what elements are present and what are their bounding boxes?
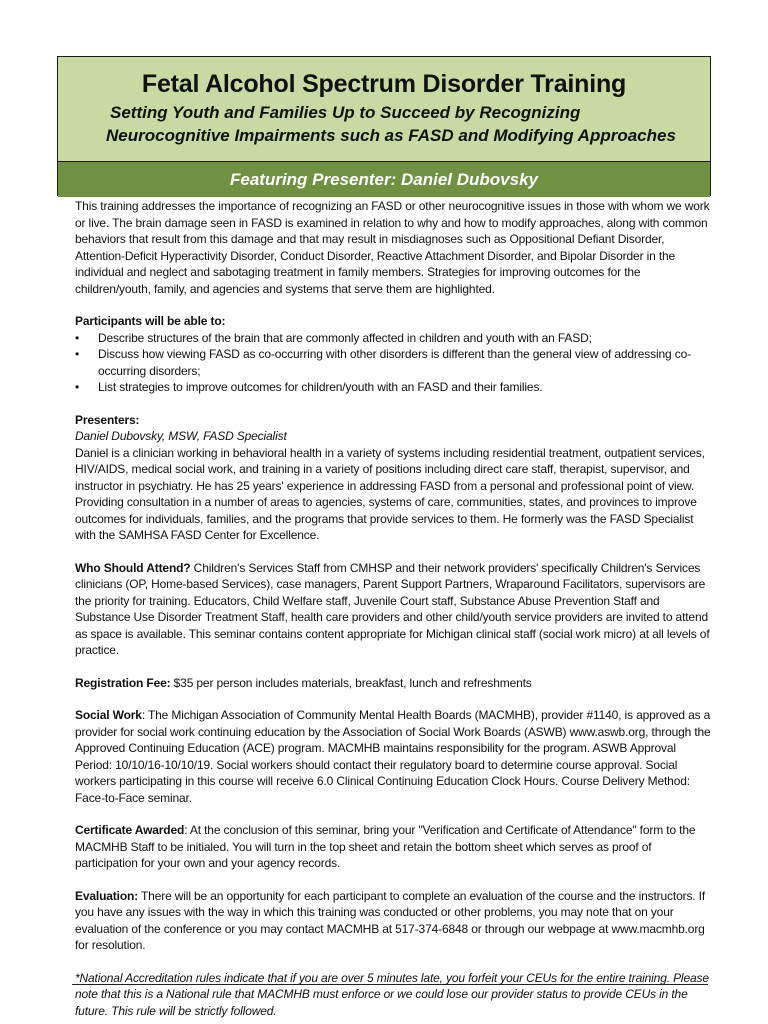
social-work-section	[75, 707, 715, 806]
evaluation-label: Evaluation:	[75, 888, 139, 903]
document-body	[75, 198, 715, 1019]
evaluation-text: There will be an opportunity for each participant to complete an evaluation of the course and the instructors. If you have any issues with the way in which this training was conducted or other problems, you may note that on your evaluation of the conference or you may contact MACMHB at 517-374-6848 or through our webpage at www.macmhb.org for resolution.	[75, 888, 706, 952]
registration-section	[75, 675, 715, 692]
presenter-name: Daniel Dubovsky, MSW, FASD Specialist	[75, 429, 287, 443]
certificate-section	[75, 822, 715, 872]
evaluation-section	[75, 888, 715, 954]
bullet-icon: •	[75, 330, 80, 345]
certificate-label: Certificate Awarded	[75, 823, 185, 837]
presenters-heading: Presenters:	[75, 412, 140, 427]
bullet-icon: •	[75, 347, 80, 361]
accreditation-note: *National Accreditation rules indicate that if you are over 5 minutes late, you forfeit your CEUs for the entire training. Please note that this is a National rule that MACMHB must enforce or we could lose our provider status to provide CEUs in the future. This rule will be strictly followed.	[75, 970, 709, 1018]
objectives-list	[75, 330, 715, 396]
bullet-icon: •	[75, 380, 80, 394]
who-should-attend-section	[75, 560, 715, 659]
list-item: • List strategies to improve outcomes for children/youth with an FASD and their families.	[75, 380, 543, 394]
certificate-text: : At the conclusion of this seminar, bring your "Verification and Certificate of Attendance" form to the MACMHB Staff to be initialed. You will turn in the top sheet and retain the bottom sheet which serves as proof of participation for your own and your agency records.	[75, 823, 696, 870]
objectives-heading: Participants will be able to:	[75, 314, 226, 328]
registration-text: $35 per person includes materials, breakfast, lunch and refreshments	[170, 675, 532, 690]
presenter-banner: Featuring Presenter: Daniel Dubovsky	[58, 161, 710, 197]
social-work-text: : The Michigan Association of Community Mental Health Boards (MACMHB), provider #1140, is approved as a provider for social work continuing education by the Association of Social Work Boards (ASWB) www.aswb.org, through the Approved Continuing Education (ACE) program. MACMHB maintains responsibility for the program. ASWB Approval Period: 10/10/16-10/10/19. Social workers should contact their regulatory board to determine course approval. Social workers participating in this course will receive 6.0 Clinical Continuing Education Clock Hours. Course Delivery Method: Face-to-Face seminar.	[75, 708, 711, 805]
who-should-attend-text: Children's Services Staff from CMHSP and their network providers' specifically Children's Services clinicians (OP, Home-based Services), case managers, Parent Support Partners, Wraparound Facilitators, supervisors are the priority for training. Educators, Child Welfare staff, Juvenile Court staff, Substance Abuse Prevention Staff and Substance Use Disorder Treatment Staff, health care providers and other child/youth service providers are invited to attend as space is available. This seminar contains content appropriate for Michigan clinical staff (social work micro) at all levels of practice.	[75, 560, 710, 657]
who-should-attend-label: Who Should Attend?	[75, 560, 191, 575]
bottom-divider	[72, 984, 708, 985]
list-item: • Describe structures of the brain that are commonly affected in children and youth with an FASD;	[75, 330, 592, 345]
subtitle-line-1: Setting Youth and Families Up to Succeed by Recognizing	[110, 103, 581, 122]
page-title: Fetal Alcohol Spectrum Disorder Training	[141, 70, 627, 98]
header-box	[57, 56, 711, 196]
presenter-bio: Daniel is a clinician working in behavioral health in a variety of systems including residential treatment, outpatient services, HIV/AIDS, medical social work, and training in a variety of positions including direct care staff, therapist, supervisor, and instructor in psychiatry. He has 25 years' experience in addressing FASD from a personal and professional point of view. Providing consultation in a number of areas to agencies, systems of care, communities, states, and provinces to improve outcomes for individuals, families, and the programs that provide services to them. He formerly was the FASD Specialist with the SAMHSA FASD Center for Excellence.	[75, 445, 705, 542]
subtitle-line-2: Neurocognitive Impairments such as FASD and Modifying Approaches	[106, 126, 676, 145]
social-work-label: Social Work	[75, 708, 142, 722]
list-item: • Discuss how viewing FASD as co-occurring with other disorders is different than the general view of addressing co-occurring disorders;	[75, 347, 691, 378]
registration-label: Registration Fee:	[75, 675, 171, 690]
intro-paragraph: This training addresses the importance of recognizing an FASD or other neurocognitive issues in those with whom we work or live. The brain damage seen in FASD is examined in relation to why and how to modify approaches, along with common behaviors that result from this damage and that may result in misdiagnoses such as Oppositional Defiant Disorder, Attention-Deficit Hyperactivity Disorder, Conduct Disorder, Reactive Attachment Disorder, and Bipolar Disorder in the individual and neglect and sabotaging treatment in family members. Strategies for improving outcomes for the children/youth, family, and agencies and systems that serve them are highlighted.	[75, 199, 710, 296]
